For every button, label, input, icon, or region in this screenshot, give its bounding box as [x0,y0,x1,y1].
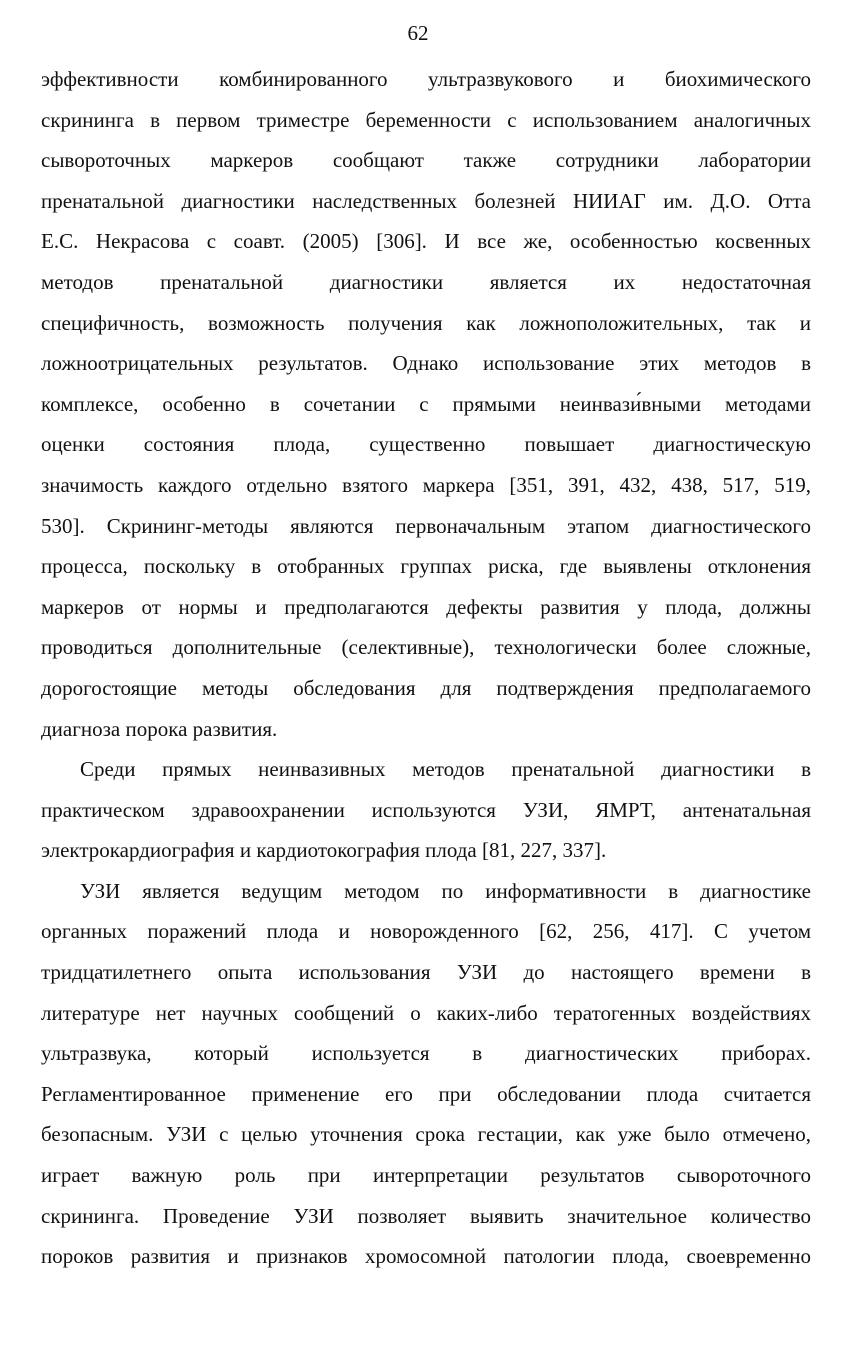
text-line: оценки состояния плода, существенно повышает диагностическую [41,432,811,457]
text-line: пороков развития и признаков хромосомной патологии плода, своевременно [41,1244,811,1269]
text-line: пренатальной диагностики наследственных болезней НИИАГ им. Д.О. Отта [41,188,811,213]
text-line: играет важную роль при интерпретации результатов сывороточного [41,1163,811,1188]
text-line: проводиться дополнительные (селективные), технологически более сложные, [41,635,811,660]
text-line: скрининга в первом триместре беременности с использованием аналогичных [41,107,811,132]
text-line: эффективности комбинированного ультразвукового и биохимического [41,67,811,91]
text-line: Регламентированное применение его при обследовании плода считается [41,1081,811,1106]
text-line: тридцатилетнего опыта использования УЗИ до настоящего времени в [41,960,811,985]
text-line: диагноза порока развития. [41,716,278,741]
text-line: практическом здравоохранении используются УЗИ, ЯМРТ, антенатальная [41,797,811,822]
text-line: Е.С. Некрасова с соавт. (2005) [306]. И все же, особенностью косвенных [41,229,811,254]
page-number: 62 [407,21,429,45]
text-line: комплексе, особенно в сочетании с прямыми неинвази́вными методами [41,391,811,416]
text-line: 530]. Скрининг-методы являются первоначальным этапом диагностического [41,513,811,538]
text-line: безопасным. УЗИ с целью уточнения срока гестации, как уже было отмечено, [41,1122,811,1147]
text-line: органных поражений плода и новорожденного [62, 256, 417]. С учетом [41,919,811,944]
text-line: Среди прямых неинвазивных методов пренатальной диагностики в [80,757,811,782]
text-line: сывороточных маркеров сообщают также сотрудники лаборатории [41,148,811,173]
text-line: скрининга. Проведение УЗИ позволяет выявить значительное количество [41,1203,811,1228]
text-line: УЗИ является ведущим методом по информативности в диагностике [80,878,811,903]
text-line: электрокардиография и кардиотокография плода [81, 227, 337]. [41,838,607,863]
text-line: методов пренатальной диагностики является их недостаточная [41,269,811,294]
text-line: литературе нет научных сообщений о каких-либо тератогенных воздействиях [41,1000,811,1025]
text-line: процесса, поскольку в отобранных группах риска, где выявлены отклонения [41,554,811,579]
text-line: ультразвука, который используется в диагностических приборах. [41,1041,811,1066]
text-line: ложноотрицательных результатов. Однако использование этих методов в [41,351,811,376]
text-line: маркеров от нормы и предполагаются дефекты развития у плода, должны [41,594,811,619]
text-line: значимость каждого отдельно взятого маркера [351, 391, 432, 438, 517, 519, [41,472,811,497]
body-text [41,59,811,1277]
text-line: дорогостоящие методы обследования для подтверждения предполагаемого [41,675,811,700]
text-line: специфичность, возможность получения как ложноположительных, так и [41,310,811,335]
